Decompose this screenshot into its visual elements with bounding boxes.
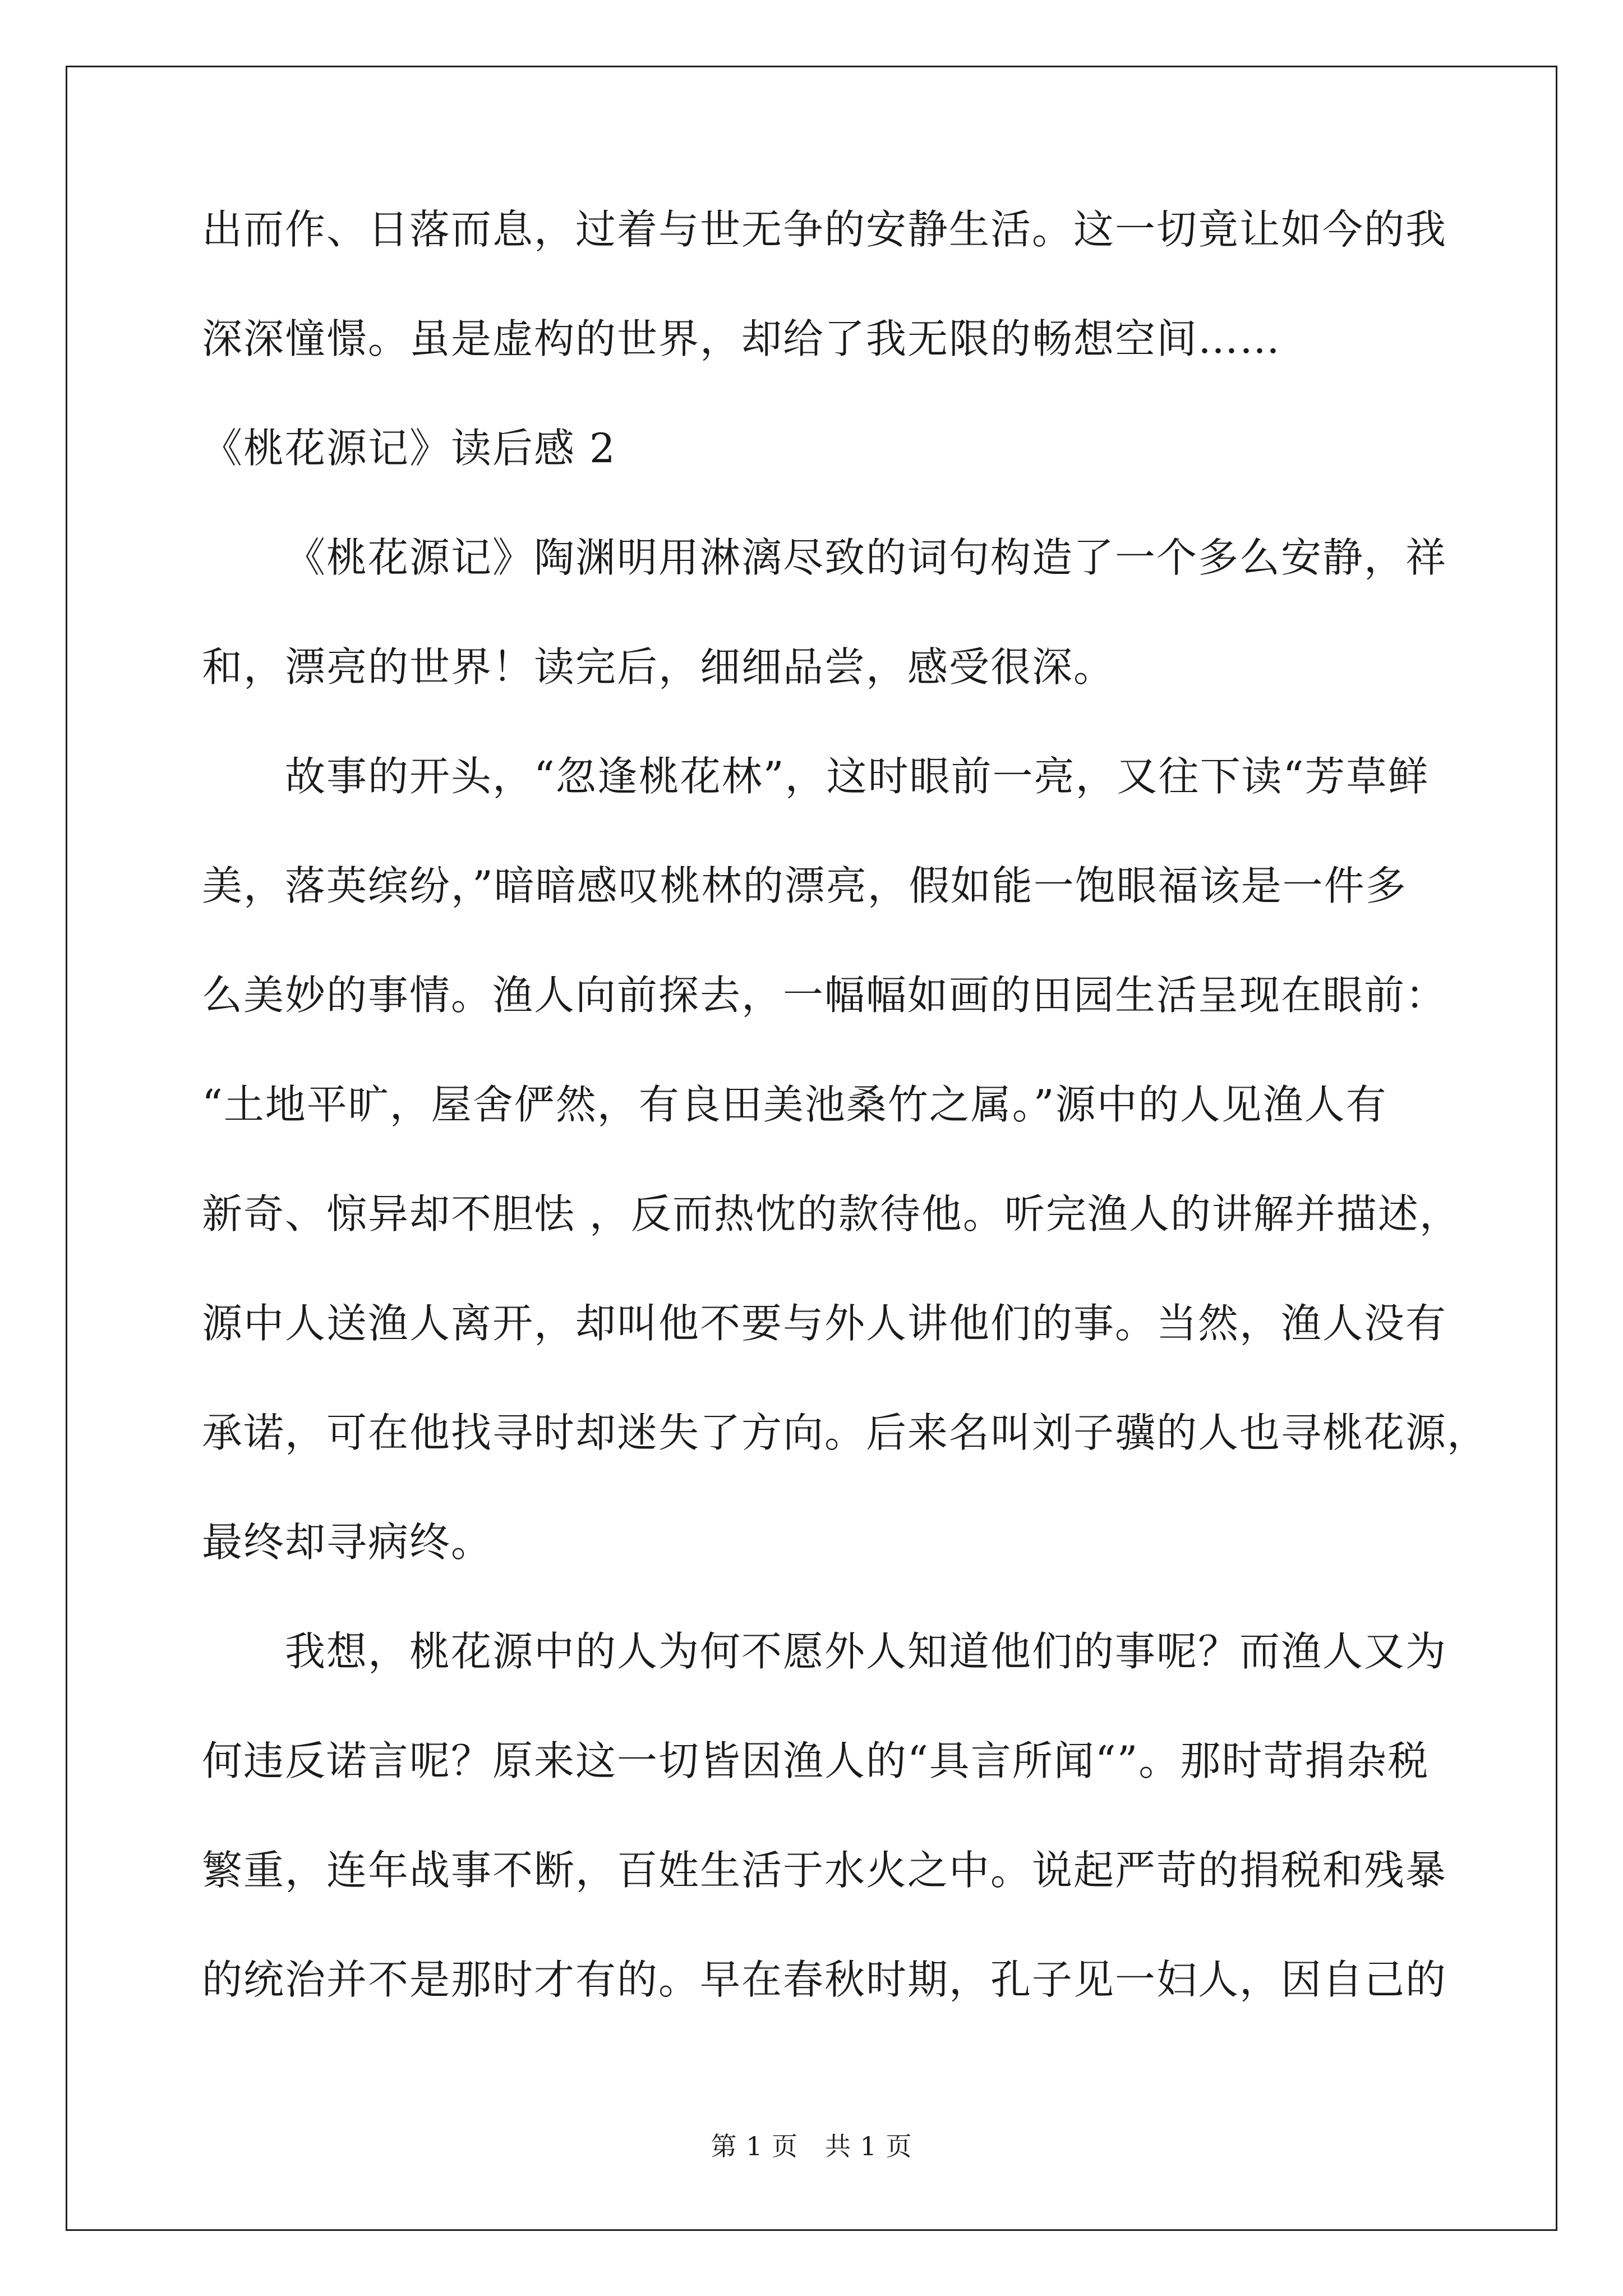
- text-line: 何违反诺言呢？原来这一切皆因渔人的“具言所闻“”。那时苛捐杂税: [202, 1737, 1430, 1784]
- section-heading: 《桃花源记》读后感 2: [202, 425, 616, 472]
- text-line: 承诺，可在他找寻时却迷失了方向。后来名叫刘子骥的人也寻桃花源，: [202, 1409, 1489, 1456]
- text-line: 出而作、日落而息，过着与世无争的安静生活。这一切竟让如今的我: [202, 206, 1447, 253]
- document-body: [202, 202, 1489, 2008]
- text-line: 么美妙的事情。渔人向前探去，一幅幅如画的田园生活呈现在眼前：: [202, 972, 1447, 1019]
- text-line: 新奇、惊异却不胆怯 ，反而热忱的款待他。听完渔人的讲解并描述，: [202, 1190, 1461, 1237]
- text-line: 美，落英缤纷，”暗暗感叹桃林的漂亮，假如能一饱眼福该是一件多: [202, 862, 1407, 909]
- page-number-total: 共 1 页: [825, 2131, 912, 2161]
- text-line: 和，漂亮的世界！读完后，细细品尝，感受很深。: [202, 643, 1115, 691]
- page-footer: [0, 2129, 1623, 2163]
- text-line: 最终却寻病终。: [202, 1519, 493, 1566]
- text-line: 故事的开头，“忽逢桃花林”，这时眼前一亮，又往下读“芳草鲜: [285, 753, 1430, 800]
- text-line: 源中人送渔人离开，却叫他不要与外人讲他们的事。当然，渔人没有: [202, 1300, 1447, 1347]
- text-line: 的统治并不是那时才有的。早在春秋时期，孔子见一妇人，因自己的: [202, 1956, 1447, 2003]
- text-line: 《桃花源记》陶渊明用淋漓尽致的词句构造了一个多么安静，祥: [285, 534, 1447, 581]
- text-line: 深深憧憬。虽是虚构的世界，却给了我无限的畅想空间……: [202, 315, 1281, 362]
- page-number-current: 第 1 页: [711, 2131, 798, 2161]
- text-line: 繁重，连年战事不断，百姓生活于水火之中。说起严苛的捐税和残暴: [202, 1847, 1447, 1894]
- text-line: “土地平旷，屋舍俨然，有良田美池桑竹之属。”源中的人见渔人有: [202, 1081, 1387, 1128]
- text-line: 我想，桃花源中的人为何不愿外人知道他们的事呢？而渔人又为: [285, 1628, 1447, 1675]
